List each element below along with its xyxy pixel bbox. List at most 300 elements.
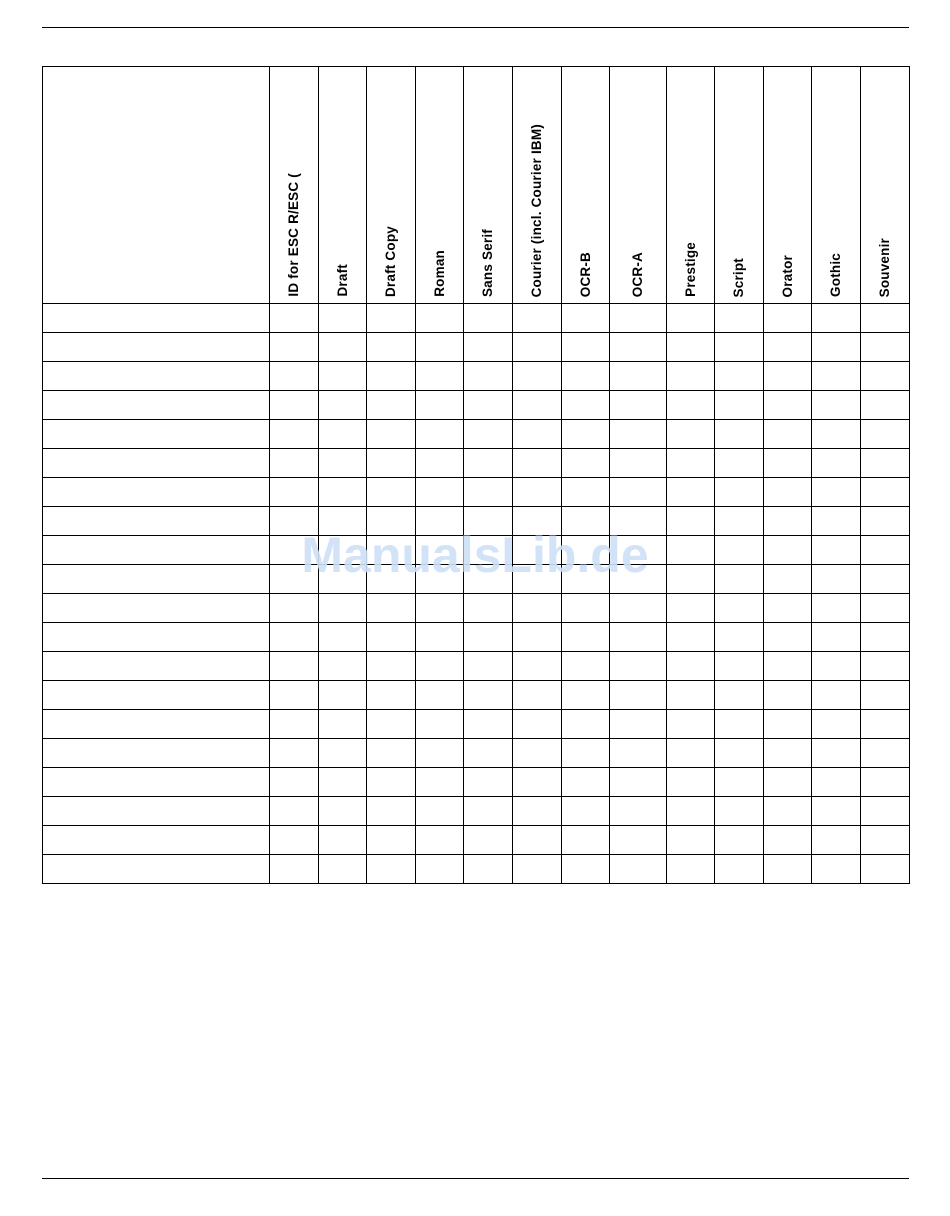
table-cell xyxy=(764,768,812,797)
table-cell xyxy=(464,797,513,826)
table-cell xyxy=(715,391,764,420)
table-cell xyxy=(464,565,513,594)
header-label: Sans Serif xyxy=(480,228,496,297)
table-cell xyxy=(764,623,812,652)
header-roman xyxy=(416,67,464,304)
table-cell xyxy=(610,478,667,507)
table-cell xyxy=(270,768,319,797)
table-cell xyxy=(513,710,562,739)
table-cell xyxy=(861,449,910,478)
table-cell xyxy=(464,333,513,362)
table-cell xyxy=(319,333,367,362)
header-label: Courier (incl. Courier IBM) xyxy=(529,123,545,297)
table-cell xyxy=(270,826,319,855)
table-cell xyxy=(464,478,513,507)
table-cell xyxy=(464,304,513,333)
table-cell xyxy=(562,507,610,536)
table-cell xyxy=(610,768,667,797)
table-cell xyxy=(667,420,715,449)
table-cell xyxy=(610,739,667,768)
table-cell xyxy=(562,536,610,565)
table-cell xyxy=(562,449,610,478)
table-cell xyxy=(319,449,367,478)
row-label-cell xyxy=(43,768,270,797)
table-cell xyxy=(667,304,715,333)
table-cell xyxy=(861,362,910,391)
row-label-cell xyxy=(43,652,270,681)
table-cell xyxy=(667,478,715,507)
table-cell xyxy=(416,652,464,681)
table-cell xyxy=(715,855,764,884)
table-cell xyxy=(715,478,764,507)
table-cell xyxy=(764,594,812,623)
table-cell xyxy=(715,420,764,449)
table-cell xyxy=(764,565,812,594)
table-cell xyxy=(812,362,861,391)
row-label-cell xyxy=(43,565,270,594)
table-cell xyxy=(764,710,812,739)
table-cell xyxy=(715,739,764,768)
table-row xyxy=(43,391,910,420)
table-cell xyxy=(667,623,715,652)
table-cell xyxy=(812,855,861,884)
table-cell xyxy=(513,768,562,797)
font-table xyxy=(42,66,910,884)
table-cell xyxy=(610,536,667,565)
header-gothic xyxy=(812,67,861,304)
table-cell xyxy=(319,565,367,594)
table-cell xyxy=(464,507,513,536)
table-cell xyxy=(270,739,319,768)
table-cell xyxy=(861,478,910,507)
table-cell xyxy=(319,652,367,681)
table-cell xyxy=(667,855,715,884)
table-cell xyxy=(861,333,910,362)
table-cell xyxy=(367,420,416,449)
header-draft xyxy=(319,67,367,304)
table-cell xyxy=(667,536,715,565)
table-row xyxy=(43,449,910,478)
table-cell xyxy=(416,797,464,826)
table-cell xyxy=(667,797,715,826)
table-cell xyxy=(764,536,812,565)
table-cell xyxy=(464,536,513,565)
table-cell xyxy=(367,594,416,623)
table-cell xyxy=(464,420,513,449)
table-row xyxy=(43,652,910,681)
row-label-cell xyxy=(43,304,270,333)
table-cell xyxy=(562,768,610,797)
table-cell xyxy=(764,681,812,710)
table-cell xyxy=(513,623,562,652)
header-label: Script xyxy=(731,257,747,297)
table-cell xyxy=(319,507,367,536)
table-cell xyxy=(667,507,715,536)
header-label: Draft Copy xyxy=(383,225,399,297)
header-id xyxy=(270,67,319,304)
row-label-cell xyxy=(43,797,270,826)
table-cell xyxy=(861,826,910,855)
table-cell xyxy=(367,623,416,652)
table-cell xyxy=(812,391,861,420)
table-cell xyxy=(610,652,667,681)
table-cell xyxy=(812,304,861,333)
table-row xyxy=(43,362,910,391)
table-cell xyxy=(764,507,812,536)
table-cell xyxy=(667,391,715,420)
table-cell xyxy=(610,826,667,855)
table-cell xyxy=(667,681,715,710)
table-cell xyxy=(464,855,513,884)
table-cell xyxy=(812,652,861,681)
table-cell xyxy=(715,623,764,652)
table-cell xyxy=(319,420,367,449)
table-cell xyxy=(562,391,610,420)
table-cell xyxy=(861,507,910,536)
table-row xyxy=(43,768,910,797)
table-cell xyxy=(367,652,416,681)
table-cell xyxy=(416,478,464,507)
table-cell xyxy=(464,826,513,855)
table-cell xyxy=(861,710,910,739)
table-cell xyxy=(416,826,464,855)
table-cell xyxy=(667,594,715,623)
table-cell xyxy=(270,681,319,710)
table-cell xyxy=(416,333,464,362)
row-label-cell xyxy=(43,333,270,362)
table-cell xyxy=(764,739,812,768)
table-cell xyxy=(513,478,562,507)
table-cell xyxy=(562,710,610,739)
table-cell xyxy=(861,565,910,594)
table-cell xyxy=(812,768,861,797)
table-cell xyxy=(715,710,764,739)
table-cell xyxy=(270,478,319,507)
table-cell xyxy=(715,449,764,478)
table-cell xyxy=(416,710,464,739)
header-label: Roman xyxy=(431,250,447,297)
table-cell xyxy=(764,797,812,826)
table-cell xyxy=(270,652,319,681)
row-label-cell xyxy=(43,478,270,507)
table-cell xyxy=(416,681,464,710)
table-cell xyxy=(764,478,812,507)
table-cell xyxy=(319,826,367,855)
table-cell xyxy=(861,623,910,652)
table-cell xyxy=(610,362,667,391)
table-cell xyxy=(513,449,562,478)
table-cell xyxy=(812,739,861,768)
table-cell xyxy=(715,594,764,623)
row-label-cell xyxy=(43,623,270,652)
table-cell xyxy=(667,565,715,594)
table-cell xyxy=(715,333,764,362)
table-cell xyxy=(464,362,513,391)
table-cell xyxy=(319,681,367,710)
table-cell xyxy=(610,391,667,420)
row-label-cell xyxy=(43,710,270,739)
table-cell xyxy=(270,797,319,826)
table-cell xyxy=(319,797,367,826)
table-cell xyxy=(764,391,812,420)
table-cell xyxy=(270,362,319,391)
table-cell xyxy=(416,536,464,565)
table-cell xyxy=(270,333,319,362)
table-cell xyxy=(562,304,610,333)
table-cell xyxy=(464,681,513,710)
table-cell xyxy=(367,768,416,797)
table-cell xyxy=(667,652,715,681)
table-cell xyxy=(513,304,562,333)
header-orator xyxy=(764,67,812,304)
header-label: Souvenir xyxy=(877,237,893,297)
table-cell xyxy=(319,739,367,768)
table-cell xyxy=(610,623,667,652)
row-label-cell xyxy=(43,594,270,623)
header-sans-serif xyxy=(464,67,513,304)
table-cell xyxy=(319,362,367,391)
table-cell xyxy=(562,652,610,681)
table-cell xyxy=(812,826,861,855)
table-row xyxy=(43,710,910,739)
row-label-cell xyxy=(43,681,270,710)
table-cell xyxy=(610,507,667,536)
table-cell xyxy=(812,797,861,826)
table-cell xyxy=(464,449,513,478)
table-cell xyxy=(562,333,610,362)
table-cell xyxy=(764,652,812,681)
table-cell xyxy=(861,594,910,623)
table-body xyxy=(43,304,910,884)
table-cell xyxy=(367,304,416,333)
table-cell xyxy=(270,391,319,420)
table-cell xyxy=(513,681,562,710)
table-row xyxy=(43,565,910,594)
table-cell xyxy=(513,391,562,420)
table-cell xyxy=(513,565,562,594)
table-cell xyxy=(764,420,812,449)
table-cell xyxy=(319,536,367,565)
table-cell xyxy=(416,304,464,333)
table-cell xyxy=(367,391,416,420)
footer-rule xyxy=(42,1178,909,1179)
table-row xyxy=(43,536,910,565)
header-rule xyxy=(42,27,909,28)
table-cell xyxy=(270,594,319,623)
row-label-cell xyxy=(43,449,270,478)
table-cell xyxy=(367,797,416,826)
table-cell xyxy=(562,681,610,710)
table-cell xyxy=(464,623,513,652)
table-cell xyxy=(861,797,910,826)
table-cell xyxy=(416,391,464,420)
table-cell xyxy=(812,565,861,594)
table-row xyxy=(43,739,910,768)
table-cell xyxy=(513,333,562,362)
table-cell xyxy=(464,710,513,739)
row-label-cell xyxy=(43,391,270,420)
table-cell xyxy=(367,565,416,594)
header-souvenir xyxy=(861,67,910,304)
table-cell xyxy=(513,594,562,623)
table-cell xyxy=(610,855,667,884)
table-row xyxy=(43,855,910,884)
table-cell xyxy=(416,855,464,884)
table-cell xyxy=(812,420,861,449)
table-cell xyxy=(464,652,513,681)
table-cell xyxy=(319,855,367,884)
table-cell xyxy=(715,768,764,797)
header-ocr-a xyxy=(610,67,667,304)
table-cell xyxy=(764,333,812,362)
table-cell xyxy=(715,304,764,333)
table-cell xyxy=(513,826,562,855)
table-cell xyxy=(812,681,861,710)
table-cell xyxy=(416,362,464,391)
table-cell xyxy=(367,710,416,739)
table-cell xyxy=(319,478,367,507)
table-cell xyxy=(319,623,367,652)
table-cell xyxy=(513,652,562,681)
table-cell xyxy=(610,681,667,710)
table-cell xyxy=(367,536,416,565)
table-cell xyxy=(610,797,667,826)
table-cell xyxy=(812,449,861,478)
header-label: ID for ESC R/ESC ( xyxy=(286,173,302,297)
row-label-cell xyxy=(43,739,270,768)
table-cell xyxy=(416,594,464,623)
table-cell xyxy=(812,710,861,739)
table-cell xyxy=(513,797,562,826)
table-row xyxy=(43,594,910,623)
table-cell xyxy=(764,449,812,478)
table-cell xyxy=(562,478,610,507)
table-cell xyxy=(667,768,715,797)
table-cell xyxy=(667,710,715,739)
table-cell xyxy=(562,826,610,855)
table-cell xyxy=(367,507,416,536)
table-cell xyxy=(764,826,812,855)
table-cell xyxy=(861,420,910,449)
table-cell xyxy=(861,304,910,333)
table-cell xyxy=(416,449,464,478)
table-row xyxy=(43,623,910,652)
header-label: Prestige xyxy=(682,242,698,297)
table-row xyxy=(43,333,910,362)
table-row xyxy=(43,681,910,710)
table-cell xyxy=(270,855,319,884)
table-cell xyxy=(861,536,910,565)
header-row xyxy=(43,67,910,304)
table-cell xyxy=(513,855,562,884)
table-cell xyxy=(464,391,513,420)
table-cell xyxy=(667,449,715,478)
table-cell xyxy=(416,623,464,652)
table-cell xyxy=(319,594,367,623)
header-label: OCR-B xyxy=(577,251,593,297)
table-cell xyxy=(513,536,562,565)
table-cell xyxy=(513,507,562,536)
row-label-cell xyxy=(43,420,270,449)
table-cell xyxy=(562,797,610,826)
table-cell xyxy=(416,420,464,449)
table-cell xyxy=(464,739,513,768)
table-cell xyxy=(715,565,764,594)
table-cell xyxy=(610,449,667,478)
table-cell xyxy=(416,507,464,536)
table-cell xyxy=(610,710,667,739)
table-cell xyxy=(319,710,367,739)
table-cell xyxy=(861,739,910,768)
table-cell xyxy=(367,826,416,855)
table-cell xyxy=(715,681,764,710)
watermark: ManualsLib.de xyxy=(301,527,649,583)
table-cell xyxy=(416,768,464,797)
table-row xyxy=(43,507,910,536)
row-label-cell xyxy=(43,855,270,884)
table-cell xyxy=(667,739,715,768)
table-cell xyxy=(562,565,610,594)
table-row xyxy=(43,478,910,507)
table-cell xyxy=(270,507,319,536)
table-cell xyxy=(416,739,464,768)
table-cell xyxy=(367,681,416,710)
row-label-cell xyxy=(43,536,270,565)
table-cell xyxy=(270,565,319,594)
table-cell xyxy=(812,536,861,565)
table-cell xyxy=(319,768,367,797)
table-cell xyxy=(667,826,715,855)
header-label: OCR-A xyxy=(630,251,646,297)
header-blank xyxy=(43,67,270,304)
table-cell xyxy=(812,478,861,507)
table-cell xyxy=(861,855,910,884)
table-row xyxy=(43,420,910,449)
table-cell xyxy=(464,594,513,623)
table-cell xyxy=(464,768,513,797)
table-cell xyxy=(562,739,610,768)
table-cell xyxy=(367,333,416,362)
table-cell xyxy=(667,362,715,391)
table-cell xyxy=(610,333,667,362)
header-courier xyxy=(513,67,562,304)
header-script xyxy=(715,67,764,304)
table-cell xyxy=(715,797,764,826)
table-cell xyxy=(270,536,319,565)
table-cell xyxy=(715,536,764,565)
header-ocr-b xyxy=(562,67,610,304)
table-row xyxy=(43,797,910,826)
table-cell xyxy=(319,304,367,333)
table-cell xyxy=(610,420,667,449)
table-cell xyxy=(270,623,319,652)
table-cell xyxy=(812,623,861,652)
table-cell xyxy=(562,420,610,449)
table-cell xyxy=(319,391,367,420)
table-cell xyxy=(367,449,416,478)
table-cell xyxy=(562,623,610,652)
table-cell xyxy=(861,652,910,681)
table-cell xyxy=(562,855,610,884)
table-cell xyxy=(610,304,667,333)
table-cell xyxy=(367,362,416,391)
table-cell xyxy=(562,362,610,391)
header-prestige xyxy=(667,67,715,304)
table-row xyxy=(43,304,910,333)
table-cell xyxy=(610,594,667,623)
table-cell xyxy=(667,333,715,362)
table-cell xyxy=(715,652,764,681)
